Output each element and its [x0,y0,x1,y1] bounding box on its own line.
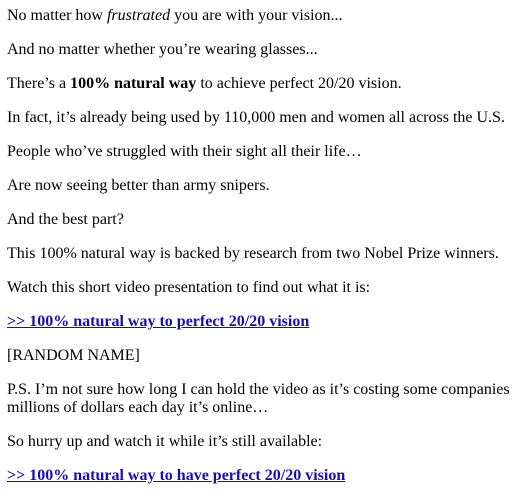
signature: [RANDOM NAME] [7,347,140,364]
intro-text-post: you are with your vision... [170,7,343,24]
body-line-nobel: This 100% natural way is backed by research from two Nobel Prize winners. [7,245,499,262]
natural-way-pre: There’s a [7,75,71,92]
body-line-users: In fact, it’s already being used by 110,000 men and women all across the U.S. [7,109,505,126]
intro-text-pre: No matter how [7,7,107,24]
postscript: P.S. I’m not sure how long I can hold the video as it’s costing some companies millions of dollars each day it’s online… [7,381,510,416]
body-line-struggled: People who’ve struggled with their sight all their life… [7,143,362,160]
natural-way-bold: 100% natural way [70,75,197,92]
intro-line-natural-way [7,75,512,93]
cta-paragraph-2 [7,467,512,485]
emphasis-frustrated: frustrated [106,7,171,24]
cta-link-have-perfect-vision[interactable]: >> 100% natural way to have perfect 20/20 vision [7,467,346,484]
cta-paragraph-1 [7,313,512,331]
intro-line-glasses: And no matter whether you’re wearing glasses... [7,41,318,58]
body-line-best-part: And the best part? [7,211,124,228]
natural-way-post: to achieve perfect 20/20 vision. [196,75,402,92]
body-line-watch: Watch this short video presentation to find out what it is: [7,279,371,296]
body-line-snipers: Are now seeing better than army snipers. [7,177,270,194]
cta-link-perfect-vision[interactable]: >> 100% natural way to perfect 20/20 vision [7,313,310,330]
body-line-hurry: So hurry up and watch it while it’s still available: [7,433,323,450]
intro-line-frustrated [7,7,512,25]
